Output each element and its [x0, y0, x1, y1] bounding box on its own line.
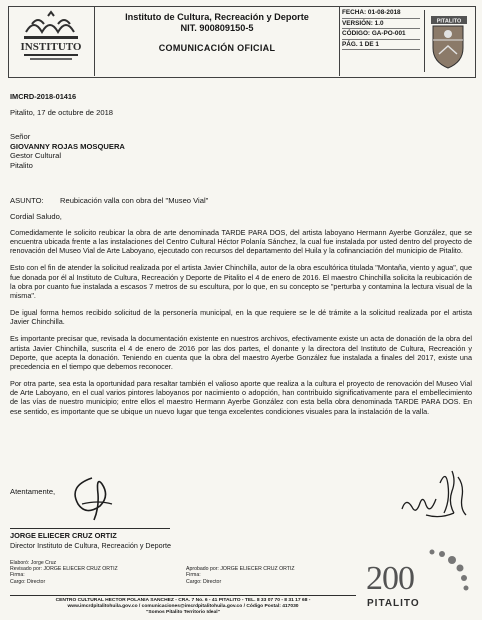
- shield-caption: PITALITO: [436, 18, 462, 25]
- footer-motto: "Somos Pitalito Territorio Ideal": [146, 610, 220, 615]
- filing-number: IMCRD-2018-01416: [10, 92, 77, 101]
- signatory-name: JORGE ELIECER CRUZ ORTIZ: [10, 531, 117, 540]
- body-paragraph: Es importante precisar que, revisada la documentación existente en nuestros archivos, efectivamente existe un acta de donación de la obra del artista Javier Chinchilla, suscrita el 4 de enero de 2016 por las dos partes, el donante y la directora del Instituto de Cultura, Recreación y Deporte, que acepta la donación. Teniendo en cuenta que la obra del maestro Ayerbe González fue instalada a finales del 2017, existe una precedencia en el tiempo que debemos reconocer.: [10, 334, 472, 371]
- body-paragraph: De igual forma hemos recibido solicitud de la personería municipal, en la que requiere se le dé trámite a la solicitud realizada por el artista Javier Chinchilla.: [10, 308, 472, 327]
- signatory-role: Director Instituto de Cultura, Recreación y Deporte: [10, 541, 171, 550]
- left-logo-caption: INSTITUTO: [20, 41, 82, 53]
- footer-web: www.imcrdpitalitohuila.gov.co / comunicaciones@imcrdpitalitohuila.gov.co / Código Postal: 417030: [67, 604, 299, 609]
- control-version: VERSIÓN: 1.0: [342, 19, 420, 30]
- subject-text: Reubicación valla con obra del "Museo Vial": [60, 196, 209, 205]
- institute-name: Instituto de Cultura, Recreación y Deporte: [125, 12, 309, 22]
- reviewed-by: Revisado por: JORGE ELIECER CRUZ ORTIZ: [10, 566, 118, 573]
- prepared-by: Elaboró: Jorge Cruz: [10, 560, 57, 566]
- director-signature: [62, 474, 132, 522]
- control-page: PÁG. 1 DE 1: [342, 40, 420, 51]
- letterhead: [8, 6, 474, 78]
- letterhead-title-block: [94, 6, 340, 76]
- subject-line: [10, 196, 208, 205]
- review-signature: Firma:: [10, 572, 25, 579]
- recipient-name: GIOVANNY ROJAS MOSQUERA: [10, 141, 125, 151]
- approval-signature: Firma:: [186, 572, 201, 579]
- approval-role: Cargo: Director: [186, 578, 222, 585]
- approval-table: [10, 560, 356, 585]
- closing: Atentamente,: [10, 487, 56, 496]
- signature-line: [10, 528, 170, 529]
- control-date: FECHA: 01-08-2018: [342, 8, 420, 19]
- body-paragraph: Comedidamente le solicito reubicar la obra de arte denominada TARDE PARA DOS, del artista laboyano Hermann Ayerbe González, que se encuentra ubicada frente a las instalaciones del Centro Cultural Héctor Polanía Sánchez, la cual fue instalada por usted dentro del proyecto de renovación del Museo Vial de Arte Laboyano, ejecutado con recursos del departamento del Huila y la cofinanciación del municipio de Pitalito.: [10, 228, 472, 256]
- review-role: Cargo: Director: [10, 578, 46, 585]
- pitalito-logo-name: PITALITO: [367, 598, 420, 609]
- pitalito-shield-logo: [424, 10, 471, 72]
- approved-by: Aprobado por: JORGE ELIECER CRUZ ORTIZ: [186, 566, 295, 573]
- body-paragraph: Por otra parte, sea esta la oportunidad para resaltar también el valioso aporte que realiza a la cultura el proyecto de renovación del Museo Vial de Arte Laboyano, en el cual varios pintores laboyanos por nacimiento o adopción, han contribuido significativamente para el embellecimiento de las vías de nuestro municipio; entre ellos el maestro Hermann Ayerbe González con esta bella obra denominada TARDE PARA DOS. En ese sentido, es importante que se ubique un nuevo lugar que tenga excelentes condiciones visuales para la instalación de la valla.: [10, 379, 472, 416]
- recipient-role: Gestor Cultural: [10, 151, 62, 161]
- control-code: CÓDIGO: GA-PO-001: [342, 29, 420, 40]
- letter-date: Pitalito, 17 de octubre de 2018: [10, 108, 114, 117]
- subject-label: ASUNTO:: [10, 196, 44, 205]
- letter-body: [10, 228, 472, 424]
- footer-address: CENTRO CULTURAL HECTOR POLANIA SANCHEZ - CRA. 7 No. 6 - 41 PITALITO - TEL. 8 33 07 70 - 8 31 17 68 -: [55, 598, 311, 603]
- pitalito-200-number: 200: [366, 560, 414, 597]
- handwritten-annotation: [396, 463, 474, 525]
- institute-nit: NIT. 900809150-5: [180, 23, 254, 33]
- recipient-city: Pitalito: [10, 160, 33, 170]
- document-control-box: [342, 8, 420, 50]
- recipient-block: [10, 132, 125, 170]
- body-paragraph: Esto con el fin de atender la solicitud realizada por el artista Javier Chinchilla, autor de la obra escultórica titulada "Montaña, viento y agua", que fue donada por él al Instituto de Cultura, Recreación y Deporte de Pitalito el 4 de enero de 2016. El maestro Chinchilla solicita la reubicación de la obra por cuanto fue instalada a escasos 7 metros de su escultura, por lo que, en su concepto se "perturba y contamina la lectura visual de la misma".: [10, 263, 472, 300]
- document-type: COMUNICACIÓN OFICIAL: [158, 43, 276, 53]
- greeting: Cordial Saludo,: [10, 212, 62, 221]
- footer-rule: [10, 595, 356, 596]
- footer-contact: [10, 598, 356, 616]
- institute-logo: [12, 10, 90, 70]
- recipient-salutation: Señor: [10, 132, 31, 141]
